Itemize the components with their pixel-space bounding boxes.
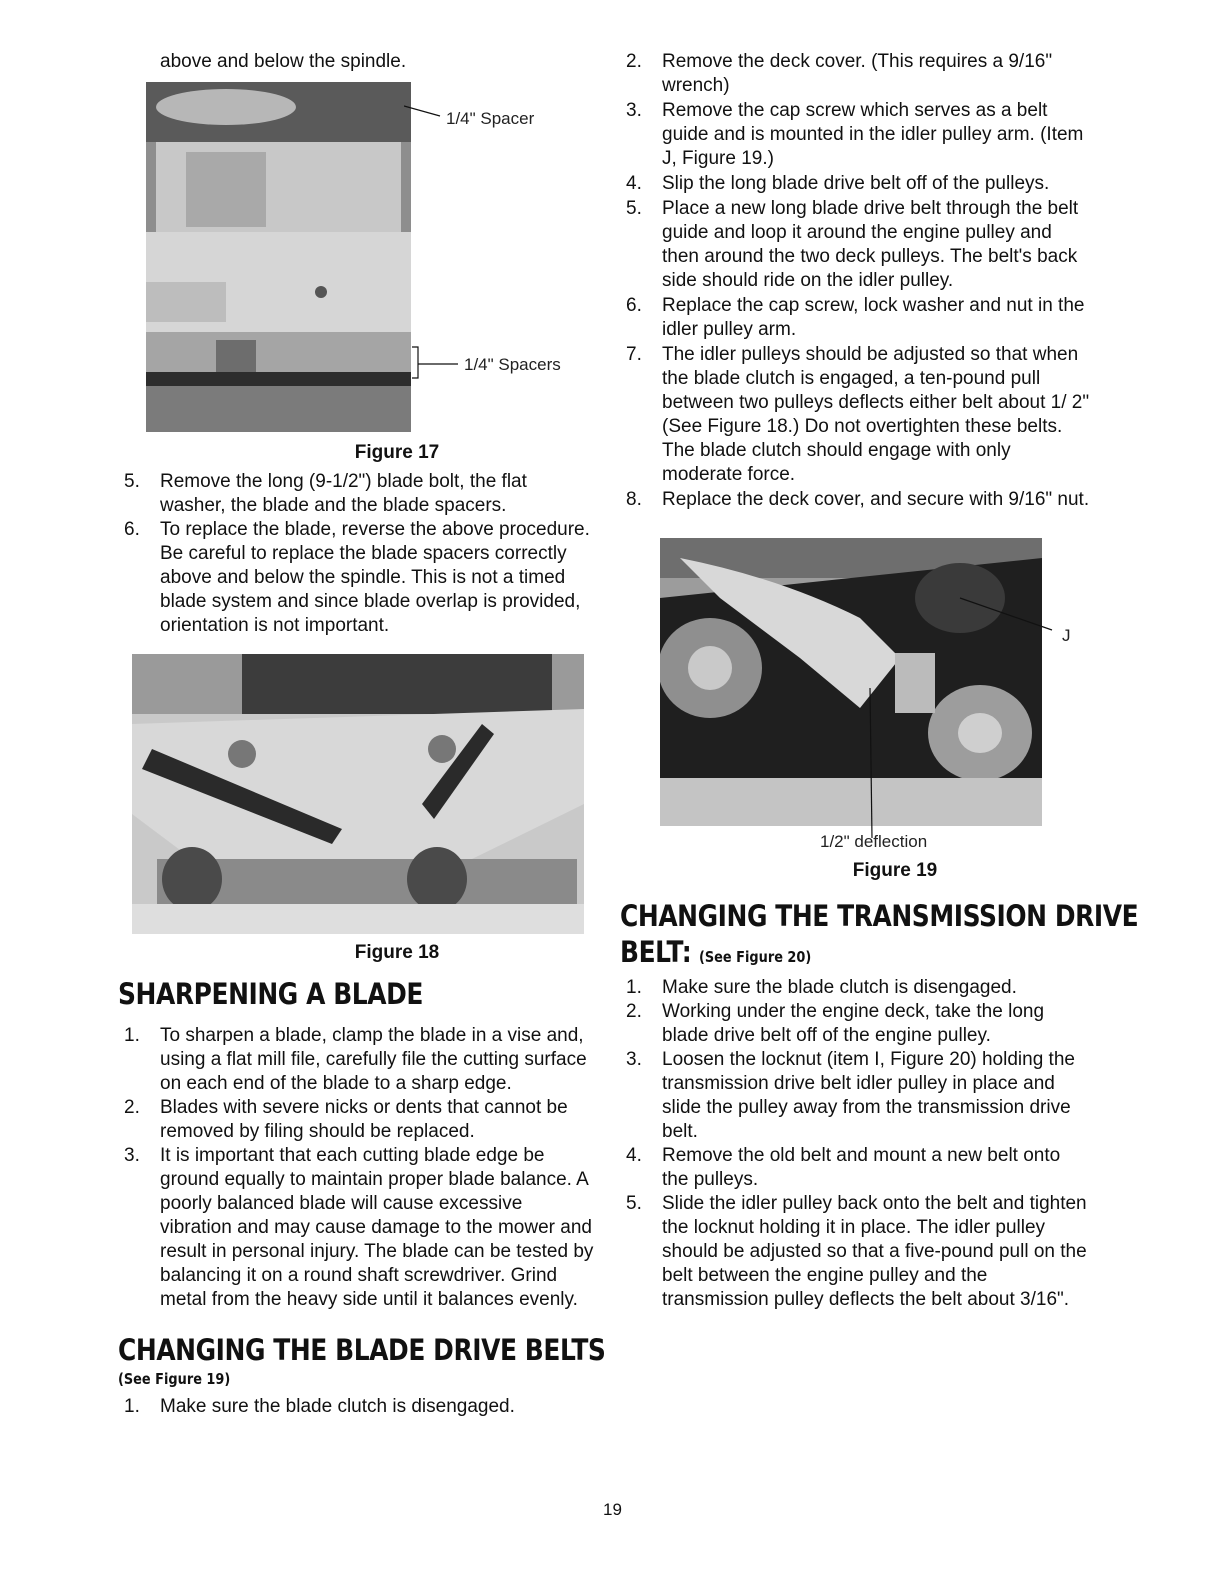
spacer-label-top: 1/4" Spacer (446, 109, 535, 128)
step-number: 5. (124, 471, 140, 492)
step-text: It is important that each cutting blade edge be ground equally to maintain proper blade balance. A poorly balanced blade will cause excessive vibration and may cause damage to the mower and result in personal injury. The blade can be tested by balancing it on a round shaft screwdriver. Grind metal from the heavy side until it balances evenly. (160, 1145, 594, 1310)
step-text: Make sure the blade clutch is disengaged. (662, 977, 1017, 998)
step-text: Make sure the blade clutch is disengaged. (160, 1396, 515, 1417)
step-number: 2. (626, 1001, 642, 1022)
figure-17-caption: Figure 17 (354, 442, 440, 463)
step-text: Remove the old belt and mount a new belt onto the pulleys. (662, 1145, 1061, 1190)
figure-18-caption: Figure 18 (354, 942, 440, 963)
step-number: 2. (124, 1097, 140, 1118)
step-number: 4. (626, 1145, 642, 1166)
step-number: 1. (124, 1025, 140, 1046)
list-item (620, 294, 1090, 342)
transmission-see-figure: (See Figure 20) (699, 948, 812, 966)
blade-belts-heading: CHANGING THE BLADE DRIVE BELTS (118, 1333, 606, 1367)
step-number: 8. (626, 489, 642, 510)
step-number: 6. (626, 295, 642, 316)
intro-text: above and below the spindle. (160, 51, 407, 72)
list-item (118, 470, 596, 518)
figure-19-callout-lines (660, 538, 1100, 858)
item-j-label: J (1062, 626, 1071, 645)
list-item (118, 1096, 596, 1144)
mower-deck-photo (132, 654, 584, 934)
deflection-label: 1/2" deflection (820, 832, 928, 851)
callout-lines (404, 82, 464, 432)
spacer-label-bottom: 1/4" Spacers (464, 355, 561, 374)
list-item (620, 1048, 1090, 1144)
step-number: 6. (124, 519, 140, 540)
list-item (620, 976, 1090, 1000)
transmission-steps (620, 976, 1090, 1312)
list-item (620, 197, 1090, 293)
step-number: 1. (626, 977, 642, 998)
step-text: The idler pulleys should be adjusted so that when the blade clutch is engaged, a ten-pound pull between two pulleys deflects either belt about 1/ 2" (See Figure 18.) Do not overtighten these belts. The blade clutch should engage with only moderate force. (662, 344, 1090, 485)
list-item (118, 1395, 596, 1419)
step-text: Loosen the locknut (item I, Figure 20) holding the transmission drive belt idler pulley in place and slide the pulley away from the transmission drive belt. (662, 1049, 1075, 1142)
list-item (620, 1192, 1090, 1312)
list-item (118, 1144, 596, 1312)
list-item (620, 1000, 1090, 1048)
list-item (620, 1144, 1090, 1192)
step-number: 5. (626, 1193, 642, 1214)
list-item (118, 518, 596, 638)
step-text: Slide the idler pulley back onto the belt and tighten the locknut holding it in place. The idler pulley should be adjusted so that a five-pound pull on the belt between the engine pulley and the transmission pulley deflects the belt about 3/16". (662, 1193, 1087, 1310)
step-text: To sharpen a blade, clamp the blade in a vise and, using a flat mill file, carefully file the cutting surface on each end of the blade to a sharp edge. (160, 1025, 587, 1094)
transmission-heading-line1: CHANGING THE TRANSMISSION DRIVE (620, 899, 1139, 933)
figure-18-photo (132, 654, 596, 934)
transmission-heading-line2 (620, 934, 1090, 970)
step-text: Working under the engine deck, take the long blade drive belt off of the engine pulley. (662, 1001, 1045, 1046)
right-column (620, 40, 1139, 1312)
step-text: Replace the cap screw, lock washer and nut in the idler pulley arm. (662, 295, 1085, 340)
step-number: 1. (124, 1396, 140, 1417)
figure-19-caption: Figure 19 (852, 860, 938, 881)
step-text: Blades with severe nicks or dents that cannot be removed by filing should be replaced. (160, 1097, 568, 1142)
sharpening-steps (118, 1024, 596, 1312)
list-item (620, 172, 1090, 196)
spindle-photo (146, 82, 411, 432)
list-item (620, 343, 1090, 487)
step-text: Replace the deck cover, and secure with 9/16" nut. (662, 489, 1090, 510)
step-number: 2. (626, 51, 642, 72)
step-text: Place a new long blade drive belt through the belt guide and loop it around the engine pulley and then around the two deck pulleys. The belt's back side should ride on the idler pulley. (662, 198, 1079, 291)
step-text: Remove the deck cover. (This requires a 9/16" wrench) (662, 51, 1053, 96)
step-number: 3. (626, 1049, 642, 1070)
blade-removal-steps (118, 470, 596, 638)
step-number: 4. (626, 173, 642, 194)
step-text: Slip the long blade drive belt off of the pulleys. (662, 173, 1050, 194)
transmission-heading-belt: BELT: (620, 935, 692, 969)
list-item (620, 488, 1090, 512)
step-text: Remove the long (9-1/2") blade bolt, the flat washer, the blade and the blade spacers. (160, 471, 527, 516)
blade-belts-see-figure: (See Figure 19) (118, 1370, 231, 1388)
list-item (620, 99, 1090, 171)
blade-belts-steps (118, 1395, 596, 1419)
sharpening-heading: SHARPENING A BLADE (118, 977, 424, 1011)
step-number: 5. (626, 198, 642, 219)
left-column (118, 40, 606, 1419)
step-number: 7. (626, 344, 642, 365)
figure-17-photo (146, 82, 591, 432)
blade-belts-steps-continued (620, 50, 1090, 512)
list-item (118, 1024, 596, 1096)
figure-19-photo (660, 538, 1100, 858)
step-text: Remove the cap screw which serves as a belt guide and is mounted in the idler pulley arm. (Item J, Figure 19.) (662, 100, 1084, 169)
step-number: 3. (626, 100, 642, 121)
list-item (620, 50, 1090, 98)
page-number: 19 (603, 1500, 622, 1519)
step-number: 3. (124, 1145, 140, 1166)
step-text: To replace the blade, reverse the above procedure. Be careful to replace the blade spacers correctly above and below the spindle. This is not a timed blade system and since blade overlap is provided, orientation is not important. (160, 519, 590, 636)
